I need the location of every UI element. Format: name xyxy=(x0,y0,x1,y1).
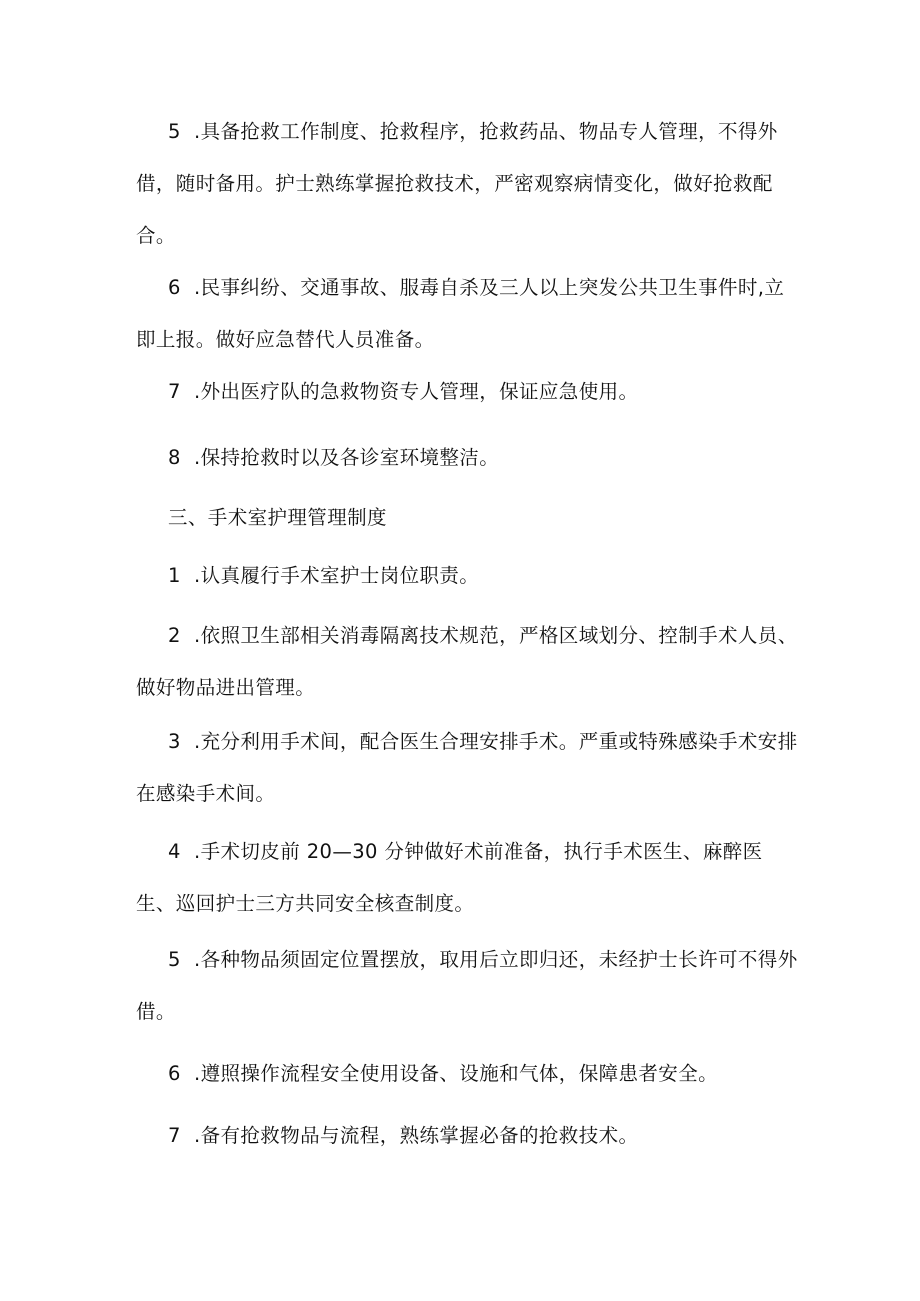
paragraph-item-5-emergency-system: 5 .具备抢救工作制度、抢救程序，抢救药品、物品专人管理，不得外借，随时备用。护士熟练掌握抢救技术，严密观察病情变化，做好抢救配合。 xyxy=(136,120,778,247)
paragraph-or-item-3-scheduling: 3 .充分利用手术间，配合医生合理安排手术。严重或特殊感染手术安排在感染手术间。 xyxy=(136,730,798,805)
paragraph-or-item-1-duties: 1 .认真履行手术室护士岗位职责。 xyxy=(168,564,480,587)
paragraph-item-8-cleanliness: 8 .保持抢救时以及各诊室环境整洁。 xyxy=(168,446,500,469)
paragraph-item-7-medical-team: 7 .外出医疗队的急救物资专人管理，保证应急使用。 xyxy=(168,380,639,403)
paragraph-item-6-reporting: 6 .民事纠纷、交通事故、服毒自杀及三人以上突发公共卫生事件时,立即上报。做好应急替代人员准备。 xyxy=(136,276,785,351)
section-heading: 三、手术室护理管理制度 xyxy=(168,506,387,529)
paragraph-or-item-2-disinfection: 2 .依照卫生部相关消毒隔离技术规范，严格区域划分、控制手术人员、做好物品进出管理。 xyxy=(136,624,798,699)
paragraph-or-item-6-equipment: 6 .遵照操作流程安全使用设备、设施和气体，保障患者安全。 xyxy=(168,1062,719,1085)
paragraph-or-item-4-preparation: 4 .手术切皮前 20—30 分钟做好术前准备，执行手术医生、麻醉医生、巡回护士三方共同安全核查制度。 xyxy=(136,840,763,915)
paragraph-or-item-5-supplies: 5 .各种物品须固定位置摆放，取用后立即归还，未经护士长许可不得外借。 xyxy=(136,948,798,1023)
paragraph-or-item-7-rescue: 7 .备有抢救物品与流程，熟练掌握必备的抢救技术。 xyxy=(168,1124,639,1147)
